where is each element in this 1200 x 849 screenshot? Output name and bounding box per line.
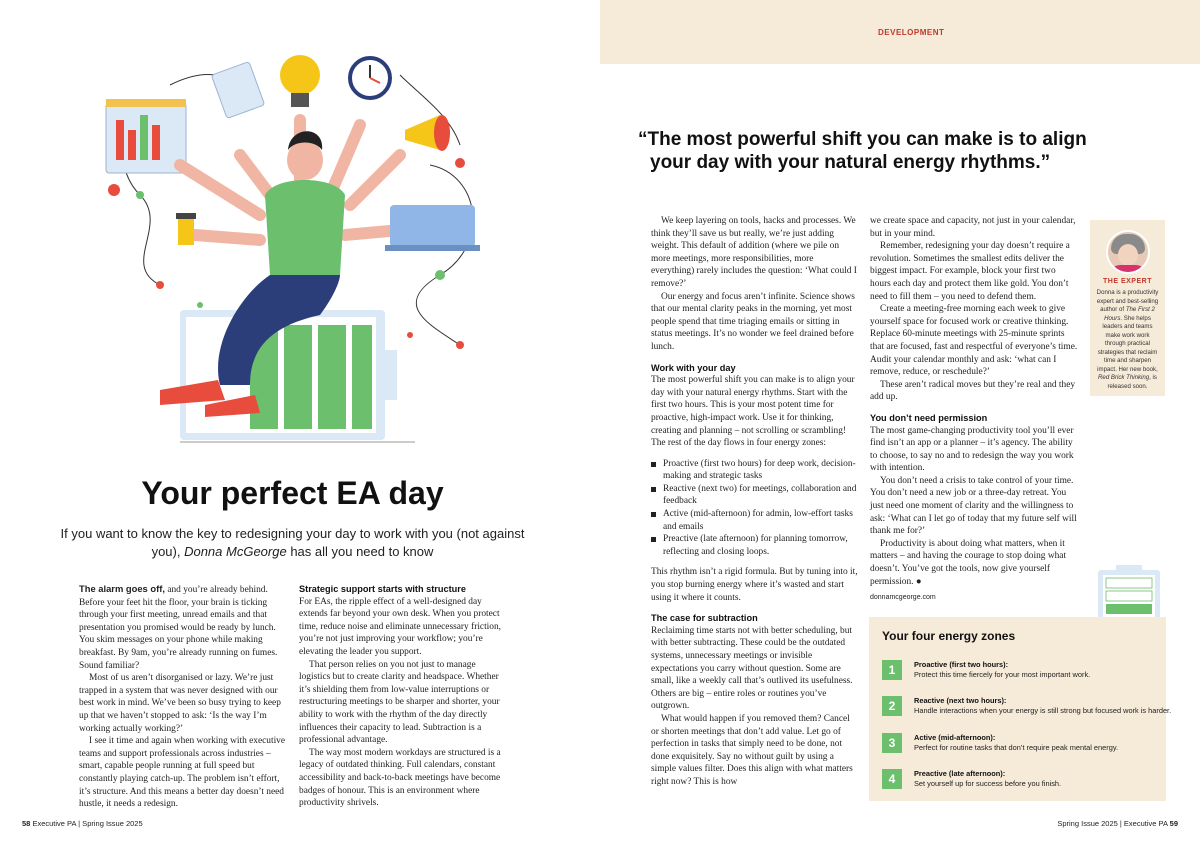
book-title: Red Brick Thinking <box>1098 374 1150 381</box>
subheading: The case for subtraction <box>651 613 758 624</box>
paragraph: What would happen if you removed them? Cancel or shorten meetings that don’t add value. Let go of perfection in tasks that simply need to be done, not done exquisitely. Say no without guilt by using a simple values filter. Does this align with what matters right now? This is how <box>651 713 853 787</box>
footer-text: Spring Issue 2025 | Executive PA <box>1057 819 1168 828</box>
paragraph: The way most modern workdays are structured is a legacy of outdated thinking. Full calendars, constant accessibility and back-to-back meetings have become badges of honour. This is an environment where productivity shrivels. <box>299 747 501 809</box>
website-link[interactable]: donnamcgeorge.com <box>870 594 936 602</box>
paragraph: Create a meeting-free morning each week to give yourself space for focused work or creative thinking. Replace 60-minute meetings with 25-minute sprints that are focused, fast and respectful of everyone’s time. Audit your calendar monthly and ask: ‘what can I remove, reduce, or reschedule?’ <box>870 304 1078 378</box>
paragraph: Remember, redesigning your day doesn’t require a revolution. Sometimes the smallest edits deliver the biggest impact. For example, block your first two hours each day and protect them like gold. You don’t need to fill them – you need to defend them. <box>870 241 1070 302</box>
paragraph: For EAs, the ripple effect of a well-designed day extends far beyond your own desk. When you protect time, reduce noise and eliminate unnecessary friction, you’re not just improving your workflow; you’re elevating the leader you support. <box>299 596 502 657</box>
end-mark: ● <box>915 576 922 587</box>
energy-zone-item <box>882 769 1162 791</box>
paragraph: These aren’t radical moves but they’re real and they add up. <box>870 379 1076 403</box>
author-name: Donna McGeorge <box>184 544 287 559</box>
book-title: The First 2 Hours <box>1104 306 1155 322</box>
expert-label: THE EXPERT <box>1103 278 1152 285</box>
pull-quote-line-2: your day with your natural energy rhythms.” <box>650 152 1051 173</box>
paragraph: We keep layering on tools, hacks and processes. We think they’ll save us but really, we’re just adding weight. This default of addition (where we pile on more meetings, more responsibilities, more everything) rarely includes the question: ‘What could I remove?’ <box>651 216 857 289</box>
article-column-4 <box>870 215 1078 605</box>
clock-icon <box>350 58 390 98</box>
lightbulb-icon <box>280 55 320 107</box>
pull-quote <box>638 128 1118 174</box>
paragraph: Productivity is about doing what matters, when it matters – and having the courage to stop doing what doesn’t. You’ve got the tools, now give yourself permission. ● <box>870 538 1067 587</box>
paragraph: Our energy and focus aren’t infinite. Science shows that our mental clarity peaks in the morning, yet most people spend that time triaging emails or sitting in status meetings. It’s no wonder we feel drained before lunch. <box>651 291 855 352</box>
zone-number: 3 <box>882 733 902 753</box>
bar-chart-icon <box>106 99 186 173</box>
paragraph: The most powerful shift you can make is to align your day with your natural energy rhythms. Start with the first two hours. This is your most potent time for proactive, high-impact work. Use it for thinking, creating and planning – not scrolling or scrambling! The rest of the day flows in four energy zones: <box>651 375 855 449</box>
standfirst-text-b: has all you need to know <box>286 544 434 559</box>
footer-text: Executive PA | Spring Issue 2025 <box>32 819 143 828</box>
zone-number: 1 <box>882 660 902 680</box>
paragraph: we create space and capacity, not just in your calendar, but in your mind. <box>870 216 1076 239</box>
paragraph: The alarm goes off, and you’re already behind. Before your feet hit the floor, your brain is ticking through your first meeting, unread emails and that presentation you promised would be ready by lunch. You skim messages on your phone while making breakfast. By 9am, you’re already running on fumes. Sound familiar? <box>79 583 278 671</box>
zone-title: Proactive (first two hours): <box>914 660 1009 669</box>
battery-icon <box>180 310 397 440</box>
expert-bio: Donna is a productivity expert and best-selling author of The First 2 Hours. She helps leaders and teams make work work through practical strategies that reclaim time and sharpen impact. Her new book, Red Brick Thinking, is released soon. <box>1096 289 1159 390</box>
list-item: Preactive (late afternoon) for planning tomorrow, reflecting and closing loops. <box>651 533 859 558</box>
paragraph: Most of us aren’t disorganised or lazy. We’re just trapped in a system that was never designed with our best work in mind. We’ve been so busy trying to keep up that we haven’t stopped to ask: ‘Is the way I’m working actually working?’ <box>79 673 281 734</box>
zone-description: Protect this time fiercely for your most important work. <box>914 670 1091 679</box>
footer-right <box>1057 819 1178 828</box>
energy-zone-item <box>882 660 1162 682</box>
page-number: 58 <box>22 819 31 828</box>
energy-zones-panel <box>869 617 1172 801</box>
hero-illustration <box>100 45 500 455</box>
article-title: Your perfect EA day <box>141 475 444 511</box>
standfirst <box>60 525 525 561</box>
article-column-1 <box>79 583 287 811</box>
zone-title: Preactive (late afternoon): <box>914 769 1006 778</box>
energy-zones-title: Your four energy zones <box>882 629 1016 643</box>
paragraph: The most game-changing productivity tool you’ll ever find isn’t an app or a planner – it’s agency. The ability to choose, to say no and to redesign the way you work with intention. <box>870 425 1074 474</box>
expert-box <box>1090 220 1165 396</box>
zone-number: 2 <box>882 696 902 716</box>
list-item: Active (mid-afternoon) for admin, low-effort tasks and emails <box>651 508 859 533</box>
megaphone-icon <box>405 115 450 151</box>
paragraph: Reclaiming time starts not with better scheduling, but with better subtracting. These could be the outdated systems, unnecessary meetings or invisible expectations you carry without question. Some are small, like a weekly call that’s outlived its usefulness. Others are big – entire roles or routines you’ve outgrown. <box>651 625 853 712</box>
article-column-2 <box>299 583 509 810</box>
laptop-icon <box>385 205 480 251</box>
energy-zone-list <box>651 458 859 559</box>
section-tag: DEVELOPMENT <box>878 28 945 37</box>
zone-title: Active (mid-afternoon): <box>914 733 996 742</box>
zone-description: Handle interactions when your energy is still strong but focused work is harder. <box>914 706 1172 715</box>
pull-quote-line-1: “The most powerful shift you can make is to align <box>638 129 1087 150</box>
standfirst-text-a: If you want to know the key to redesigning your day to work with you (not against you), <box>60 526 525 559</box>
paragraph: This rhythm isn’t a rigid formula. But by tuning into it, you stop burning energy where it’s wasted and start using it where it counts. <box>651 567 858 603</box>
zone-number: 4 <box>882 769 902 789</box>
energy-zone-item <box>882 733 1162 755</box>
list-item: Proactive (first two hours) for deep work, decision-making and strategic tasks <box>651 458 859 483</box>
subheading: You don’t need permission <box>870 412 988 423</box>
paragraph: That person relies on you not just to manage logistics but to create clarity and headspace. Whether it’s shielding them from low-value interruptions or restructuring meetings to be sharper and shorter, your ability to work with the rhythm of the day directly influences their capacity to lead. Subtraction is a professional advantage. <box>299 659 500 746</box>
paragraph: I see it time and again when working with executive teams and support professionals across industries – smart, capable people running at full speed but constantly playing catch-up. The problem isn’t effort, it’s structure. And this means a better day doesn’t need hustle, it needs a redesign. <box>79 736 286 810</box>
subheading: Strategic support starts with structure <box>299 584 466 594</box>
article-column-3 <box>651 215 859 789</box>
lead-in: The alarm goes off, <box>79 583 165 594</box>
energy-zone-item <box>882 696 1172 718</box>
paragraph: You don’t need a crisis to take control of your time. You don’t need a new job or a three-day retreat. You just need one moment of clarity and the willingness to ask: ‘What can I let go of today that my future self will thank me for?’ <box>870 475 1077 537</box>
avatar <box>1106 230 1150 274</box>
coffee-cup-icon <box>176 213 196 245</box>
subheading: Work with your day <box>651 362 736 373</box>
zone-description: Perfect for routine tasks that don’t require peak mental energy. <box>914 743 1119 752</box>
footer-left <box>22 819 143 828</box>
zone-title: Reactive (next two hours): <box>914 696 1007 705</box>
page-number: 59 <box>1169 819 1178 828</box>
list-item: Reactive (next two) for meetings, collaboration and feedback <box>651 483 859 508</box>
zone-description: Set yourself up for success before you finish. <box>914 779 1062 788</box>
